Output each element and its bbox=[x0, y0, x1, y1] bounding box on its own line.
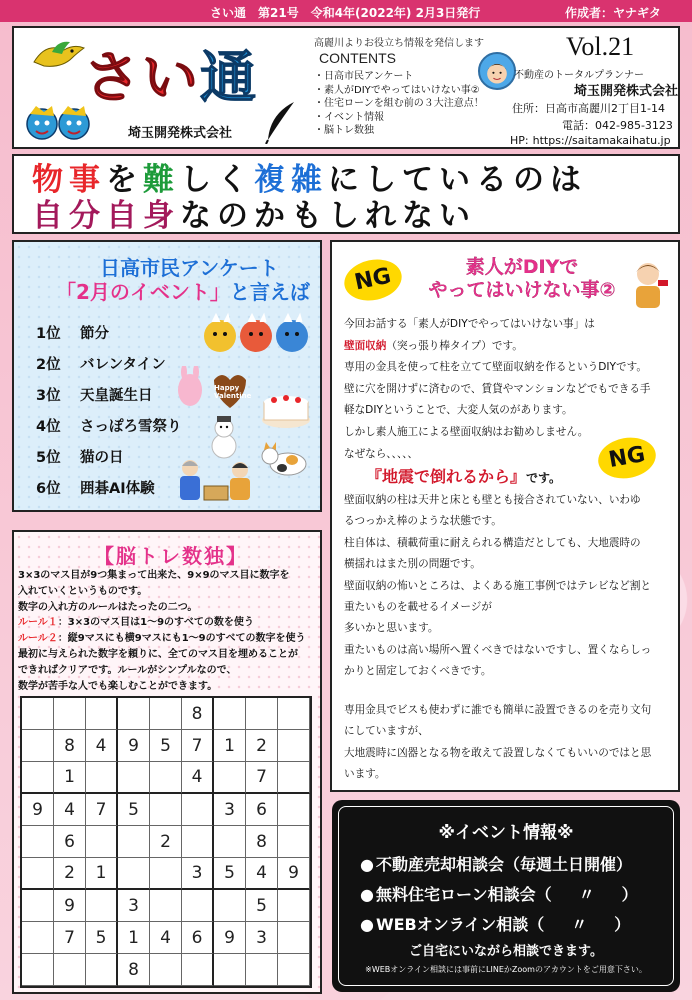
headline-char: か bbox=[254, 198, 291, 234]
sudoku-cell[interactable] bbox=[22, 922, 54, 954]
event-list bbox=[360, 850, 638, 940]
diy-title-line-1: 素人がDIYで bbox=[465, 256, 579, 278]
sudoku-cell[interactable] bbox=[150, 698, 182, 730]
sudoku-cell[interactable]: 4 bbox=[246, 858, 278, 890]
sudoku-cell[interactable] bbox=[22, 954, 54, 986]
planner-label: 不動産のトータルプランナー bbox=[514, 70, 644, 81]
sudoku-title: 【脳トレ数独】 bbox=[94, 544, 248, 568]
sudoku-cell[interactable]: 3 bbox=[214, 794, 246, 826]
contents-item: ・ 住宅ローンを組む前の３大注意点！ bbox=[314, 97, 484, 111]
headline-char: し bbox=[180, 162, 217, 198]
sudoku-cell[interactable] bbox=[278, 698, 310, 730]
sudoku-cell[interactable]: 8 bbox=[246, 826, 278, 858]
ng-badge: NG bbox=[340, 254, 405, 305]
agent-company: 埼玉開発株式会社 bbox=[574, 84, 679, 99]
sudoku-cell[interactable]: 7 bbox=[182, 730, 214, 762]
sudoku-cell[interactable] bbox=[86, 698, 118, 730]
headline-char: の bbox=[513, 162, 550, 198]
headline-char: く bbox=[217, 162, 254, 198]
headline-char: 複 bbox=[254, 162, 291, 198]
sudoku-cell[interactable]: 8 bbox=[54, 730, 86, 762]
logo-accent: 通 bbox=[200, 46, 258, 111]
sudoku-cell[interactable] bbox=[118, 826, 150, 858]
sudoku-cell[interactable]: 8 bbox=[118, 954, 150, 986]
reason-text: 『地震で倒れるから』 bbox=[366, 467, 527, 486]
rank-item bbox=[36, 477, 182, 508]
rank-list bbox=[36, 322, 182, 508]
volume-number: Vol.21 bbox=[566, 32, 635, 61]
paragraph: 壁に穴を開けずに済むので、賃貸やマンションなどでもできる手 bbox=[344, 382, 651, 395]
rule-label: ルール２ bbox=[18, 633, 58, 645]
agent-avatar bbox=[478, 52, 516, 90]
rank-position: 5位 bbox=[36, 450, 61, 466]
rule-text: ：3×3のマス目は1～9のすべての数を使う bbox=[57, 617, 254, 629]
survey-subtitle bbox=[56, 276, 310, 305]
sudoku-cell[interactable]: 7 bbox=[54, 922, 86, 954]
rank-item bbox=[36, 446, 182, 477]
bird-icon bbox=[28, 36, 88, 74]
paragraph: 軽なDIYということで、大変人気のがあります。 bbox=[344, 404, 573, 417]
sudoku-cell[interactable] bbox=[86, 890, 118, 922]
paragraph: しかし素人施工による壁面収納はお勧めしません。 bbox=[344, 425, 589, 438]
event-label: WEBオンライン相談（ bbox=[375, 915, 545, 934]
sudoku-cell[interactable] bbox=[214, 826, 246, 858]
logo-main: さい bbox=[84, 46, 200, 111]
highlight-term: 壁面収納 bbox=[344, 339, 387, 352]
sudoku-cell[interactable]: 9 bbox=[54, 890, 86, 922]
event-item bbox=[360, 850, 638, 880]
rank-name: バレンタイン bbox=[80, 357, 166, 373]
sudoku-cell[interactable] bbox=[182, 826, 214, 858]
sudoku-cell[interactable]: 9 bbox=[214, 922, 246, 954]
sudoku-cell[interactable] bbox=[150, 858, 182, 890]
rank-name: 節分 bbox=[80, 326, 109, 342]
rule-text: 数字の入れ方のルールはたったの二つ。 bbox=[18, 601, 198, 613]
sudoku-cell[interactable]: 4 bbox=[182, 762, 214, 794]
headline-char: は bbox=[550, 162, 587, 198]
rule-label: ルール１ bbox=[18, 617, 58, 629]
rule-text: できればクリアです。ルールがシンプルなので、 bbox=[18, 664, 237, 676]
sudoku-cell[interactable]: 6 bbox=[54, 826, 86, 858]
event-label: 無料住宅ローン相談会（ bbox=[375, 885, 552, 904]
paragraph: 横揺れはまた別の問題です。 bbox=[344, 558, 481, 571]
rank-item bbox=[36, 384, 182, 415]
survey-subtitle-highlight: 「2月のイベント」 bbox=[56, 280, 230, 304]
paragraph: 専用の金具を使って柱を立てて壁面収納を作るというDIYです。 bbox=[344, 361, 647, 374]
sudoku-cell[interactable]: 2 bbox=[54, 858, 86, 890]
cat-icon bbox=[258, 438, 314, 478]
event-label-close: ） bbox=[614, 915, 631, 934]
event-label-close: ） bbox=[621, 885, 638, 904]
valentine-text: Happy Valentine bbox=[214, 384, 252, 400]
sudoku-cell[interactable] bbox=[118, 698, 150, 730]
rule-text: 最初に与えられた数字を頼りに、全てのマス目を埋めることが bbox=[18, 648, 298, 660]
sudoku-cell[interactable] bbox=[182, 890, 214, 922]
reason-tail: です。 bbox=[526, 471, 562, 485]
rule-1 bbox=[18, 615, 322, 631]
sudoku-cell[interactable]: 9 bbox=[22, 794, 54, 826]
sudoku-cell[interactable] bbox=[86, 762, 118, 794]
headline-char: 事 bbox=[69, 162, 106, 198]
sudoku-cell[interactable]: 6 bbox=[182, 922, 214, 954]
paragraph: 大地震時に凶器となる物を敢えて設置しなくてもいいのではと思 bbox=[344, 746, 652, 759]
sudoku-cell[interactable] bbox=[278, 826, 310, 858]
paragraph: 多いかと思います。 bbox=[344, 622, 439, 635]
paragraph: 壁面収納の柱は天井と床とも壁とも接合されていない、いわゆ bbox=[344, 494, 641, 506]
headline-char: 雑 bbox=[291, 162, 328, 198]
sudoku-cell[interactable]: 8 bbox=[182, 698, 214, 730]
rule-2 bbox=[18, 631, 322, 647]
paragraph: 壁面収納の怖いところは、よくある施工事例ではテレビなど割と bbox=[344, 579, 652, 592]
sudoku-cell[interactable] bbox=[86, 826, 118, 858]
diy-reason bbox=[366, 464, 561, 487]
paragraph: 重たいものを載せるイメージが bbox=[344, 601, 492, 614]
event-footnote: ※WEBオンライン相談には事前にLINEかZoomのアカウントをご用意下さい。 bbox=[365, 965, 647, 974]
paragraph: にしていますが、 bbox=[344, 725, 429, 738]
sudoku-cell[interactable] bbox=[22, 826, 54, 858]
paragraph: なぜなら、、、、、 bbox=[344, 447, 419, 460]
paragraph: 柱自体は、積載荷重に耐えられる構造だとしても、大地震時の bbox=[344, 536, 641, 549]
sudoku-cell[interactable] bbox=[150, 890, 182, 922]
sudoku-cell[interactable] bbox=[278, 922, 310, 954]
headline-char: し bbox=[365, 162, 402, 198]
contents-item: ・ イベント情報 bbox=[314, 111, 484, 125]
headline-line-2 bbox=[32, 198, 678, 234]
sudoku-cell[interactable]: 1 bbox=[54, 762, 86, 794]
mascot-illustration bbox=[24, 98, 92, 144]
sudoku-cell[interactable] bbox=[150, 762, 182, 794]
rank-item bbox=[36, 322, 182, 353]
paragraph: るつっかえ棒のような状態です。 bbox=[344, 515, 502, 528]
event-info bbox=[332, 800, 680, 992]
sudoku-cell[interactable]: 4 bbox=[54, 794, 86, 826]
rank-position: 2位 bbox=[36, 357, 61, 373]
sudoku-cell[interactable] bbox=[150, 794, 182, 826]
sudoku-cell[interactable]: 4 bbox=[150, 922, 182, 954]
sudoku-cell[interactable]: 5 bbox=[246, 890, 278, 922]
headline-char: る bbox=[476, 162, 513, 198]
sudoku-cell[interactable]: 1 bbox=[118, 922, 150, 954]
headline-char: の bbox=[217, 198, 254, 234]
headline-char: を bbox=[106, 162, 143, 198]
sudoku-cell[interactable]: 1 bbox=[86, 858, 118, 890]
sudoku-cell[interactable] bbox=[278, 730, 310, 762]
paragraph: 今回お話する「素人がDIYでやってはいけない事」は bbox=[344, 318, 595, 330]
rank-position: 6位 bbox=[36, 481, 61, 497]
masthead bbox=[12, 26, 680, 149]
sudoku-cell[interactable] bbox=[214, 762, 246, 794]
sudoku-cell[interactable]: 5 bbox=[118, 794, 150, 826]
author: 作成者：ヤナギタ bbox=[565, 6, 661, 20]
diy-title bbox=[412, 256, 632, 302]
paragraph-text: （突っ張り棒タイプ）です。 bbox=[386, 339, 523, 352]
sudoku-cell[interactable] bbox=[86, 954, 118, 986]
paragraph: います。 bbox=[344, 768, 386, 781]
diy-article bbox=[330, 240, 680, 792]
sudoku-cell[interactable]: 7 bbox=[246, 762, 278, 794]
contents-title: CONTENTS bbox=[319, 50, 396, 66]
headline-char: 難 bbox=[143, 162, 180, 198]
sudoku-cell[interactable]: 6 bbox=[246, 794, 278, 826]
sudoku-cell[interactable] bbox=[22, 858, 54, 890]
sudoku-cell[interactable] bbox=[150, 954, 182, 986]
headline-char: れ bbox=[365, 198, 402, 234]
survey-panel bbox=[12, 240, 322, 512]
contents-item: ・ 素人がDIYでやってはいけない事② bbox=[314, 84, 484, 98]
headline-char: 物 bbox=[32, 162, 69, 198]
headline-char: な bbox=[402, 198, 439, 234]
rule-text: 3×3のマス目が9つ集まって出来た、9×9のマス目に数字を bbox=[18, 570, 290, 581]
sudoku-cell[interactable] bbox=[22, 762, 54, 794]
sudoku-cell[interactable]: 3 bbox=[182, 858, 214, 890]
event-label: 不動産売却相談会（毎週土日開催） bbox=[375, 855, 632, 874]
sudoku-cell[interactable] bbox=[246, 698, 278, 730]
diy-explanation bbox=[344, 490, 674, 683]
contents-list bbox=[314, 70, 484, 138]
sudoku-cell[interactable]: 9 bbox=[278, 858, 310, 890]
issue-info: さい通 第21号 令和4年(2022年) 2月3日発行 bbox=[210, 6, 481, 20]
sudoku-cell[interactable] bbox=[214, 890, 246, 922]
homepage bbox=[510, 134, 671, 147]
sudoku-cell[interactable] bbox=[214, 698, 246, 730]
address: 住所：日高市高麗川2丁目1-14 bbox=[512, 102, 665, 115]
sudoku-cell[interactable]: 1 bbox=[214, 730, 246, 762]
homepage-link[interactable]: https://saitamakaihatu.jp bbox=[532, 134, 671, 147]
headline-line-1 bbox=[32, 162, 678, 198]
ditto-mark: 〃 bbox=[571, 915, 588, 934]
ditto-mark: 〃 bbox=[578, 885, 595, 904]
headline bbox=[12, 154, 680, 234]
headline-char: 自 bbox=[32, 198, 69, 234]
sudoku-cell[interactable] bbox=[22, 730, 54, 762]
rule-text: 入れていくというものです。 bbox=[18, 585, 148, 597]
go-game-illustration bbox=[176, 454, 256, 506]
sudoku-cell[interactable]: 7 bbox=[86, 794, 118, 826]
sudoku-cell[interactable] bbox=[278, 890, 310, 922]
event-title: ※イベント情報※ bbox=[438, 823, 574, 843]
sudoku-cell[interactable] bbox=[54, 698, 86, 730]
survey-subtitle-rest: と言えば bbox=[229, 280, 310, 304]
event-note: ご自宅にいながら相談できます。 bbox=[409, 944, 603, 959]
sudoku-cell[interactable] bbox=[22, 698, 54, 730]
rank-position: 4位 bbox=[36, 419, 61, 435]
phone-number: 電話：042-985-3123 bbox=[562, 119, 673, 132]
ng-badge: NG bbox=[595, 433, 659, 482]
headline-char: も bbox=[291, 198, 328, 234]
sudoku-cell[interactable]: 5 bbox=[214, 858, 246, 890]
survey-title: 日高市民アンケート bbox=[100, 256, 279, 280]
sudoku-cell[interactable] bbox=[278, 794, 310, 826]
headline-char: に bbox=[328, 162, 365, 198]
diy-title-line-2: やってはいけない事② bbox=[428, 279, 616, 301]
sudoku-cell[interactable]: 5 bbox=[86, 922, 118, 954]
logo bbox=[84, 34, 258, 114]
homepage-label: HP: bbox=[510, 134, 529, 147]
rank-name: 天皇誕生日 bbox=[80, 388, 153, 404]
sudoku-cell[interactable] bbox=[54, 954, 86, 986]
event-item bbox=[360, 880, 638, 910]
rank-name: 猫の日 bbox=[80, 450, 124, 466]
company-name: 埼玉開発株式会社 bbox=[128, 126, 233, 141]
headline-char: 分 bbox=[69, 198, 106, 234]
sudoku-cell[interactable] bbox=[118, 762, 150, 794]
sudoku-panel bbox=[12, 530, 322, 994]
paragraph: 専用金具でビスも使わずに誰でも簡単に設置できるのを売り文句 bbox=[344, 704, 652, 716]
birthday-cake-icon bbox=[258, 380, 314, 430]
sudoku-cell[interactable] bbox=[22, 890, 54, 922]
sudoku-cell[interactable]: 2 bbox=[150, 826, 182, 858]
paragraph bbox=[344, 336, 674, 358]
rule-text: 数学が苦手な人でも楽しむことができます。 bbox=[18, 680, 218, 692]
sudoku-cell[interactable]: 5 bbox=[150, 730, 182, 762]
paragraph: かりと固定しておくべきです。 bbox=[344, 665, 492, 678]
headline-char: て bbox=[402, 162, 439, 198]
rule-text: ：縦9マスにも横9マスにも1～9のすべての数字を使う bbox=[57, 633, 306, 645]
paragraph: 重たいものは高い場所へ置くべきではないですし、置くならしっ bbox=[344, 643, 652, 656]
sudoku-cell[interactable] bbox=[278, 954, 310, 986]
rank-item bbox=[36, 415, 182, 446]
headline-char: い bbox=[439, 162, 476, 198]
quill-icon bbox=[264, 100, 300, 144]
sudoku-cell[interactable] bbox=[118, 858, 150, 890]
sudoku-grid bbox=[20, 696, 312, 988]
rank-position: 1位 bbox=[36, 326, 61, 342]
rank-position: 3位 bbox=[36, 388, 61, 404]
headline-char: し bbox=[328, 198, 365, 234]
sudoku-cell[interactable]: 4 bbox=[86, 730, 118, 762]
sudoku-cell[interactable] bbox=[246, 954, 278, 986]
sudoku-cell[interactable] bbox=[278, 762, 310, 794]
sudoku-cell[interactable]: 9 bbox=[118, 730, 150, 762]
sudoku-cell[interactable]: 3 bbox=[118, 890, 150, 922]
event-item bbox=[360, 910, 638, 940]
contents-item: ・ 脳トレ数独 bbox=[314, 124, 484, 138]
sudoku-cell[interactable]: 3 bbox=[246, 922, 278, 954]
diy-conclusion bbox=[344, 700, 674, 786]
rank-name: さっぽろ雪祭り bbox=[80, 419, 182, 435]
sudoku-cell[interactable] bbox=[182, 954, 214, 986]
sudoku-cell[interactable]: 2 bbox=[246, 730, 278, 762]
headline-char: な bbox=[180, 198, 217, 234]
headline-char: い bbox=[439, 198, 476, 234]
contents-item: ・ 日高市民アンケート bbox=[314, 70, 484, 84]
oni-illustration bbox=[200, 312, 312, 358]
sudoku-rules bbox=[18, 568, 322, 694]
headline-char: 自 bbox=[106, 198, 143, 234]
rank-name: 囲碁AI体験 bbox=[80, 481, 155, 497]
rank-item bbox=[36, 353, 182, 384]
sudoku-cell[interactable] bbox=[214, 954, 246, 986]
sudoku-cell[interactable] bbox=[182, 794, 214, 826]
worker-illustration bbox=[624, 258, 672, 310]
issue-bar bbox=[0, 0, 692, 22]
tagline: 高麗川よりお役立ち情報を発信します bbox=[314, 38, 484, 49]
headline-char: 身 bbox=[143, 198, 180, 234]
